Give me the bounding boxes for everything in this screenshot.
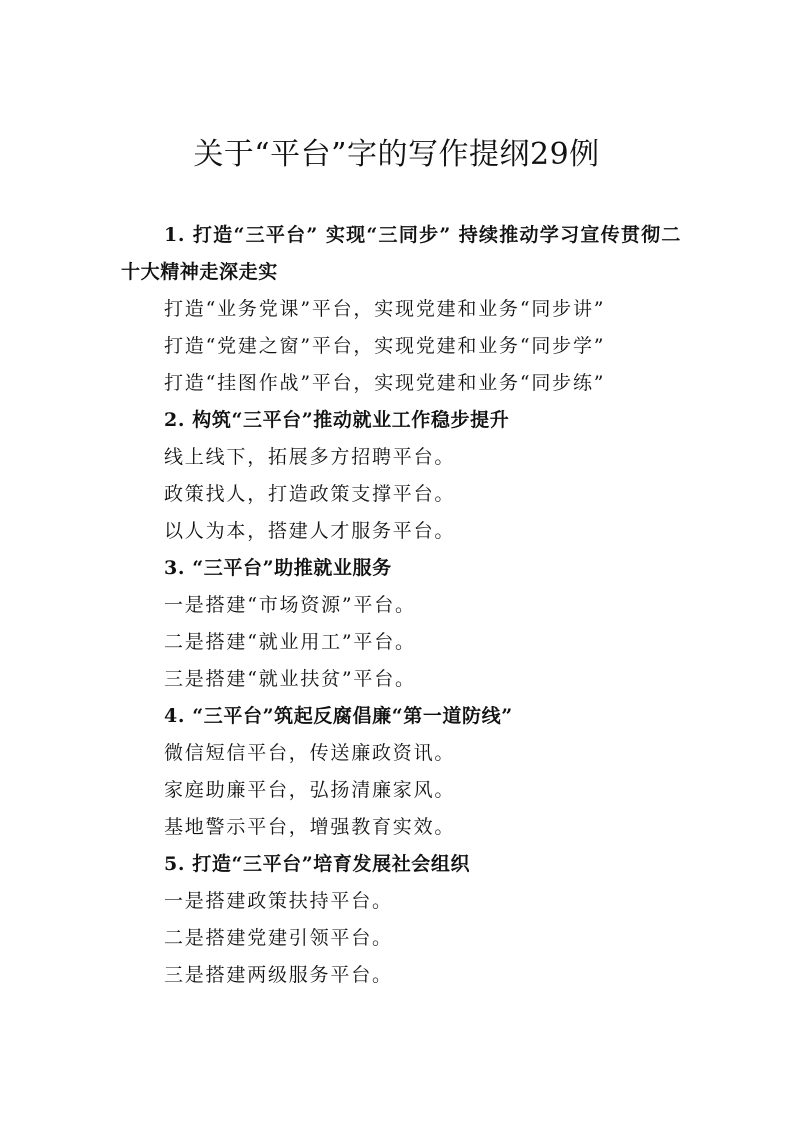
section-heading: 2. 构筑“三平台”推动就业工作稳步提升 (164, 409, 510, 431)
document-title: 关于“平台”字的写作提纲29例 (193, 137, 600, 172)
list-item: 三是搭建两级服务平台。 (164, 964, 393, 986)
list-item: 微信短信平台，传送廉政资讯。 (164, 742, 456, 764)
section-3 (121, 550, 681, 698)
section-heading: 3. “三平台”助推就业服务 (164, 557, 392, 579)
section-5 (121, 846, 681, 994)
list-item: 三是搭建“就业扶贫”平台。 (164, 668, 416, 690)
section-heading: 1. 打造“三平台” 实现“三同步” 持续推动学习宣传贯彻二十大精神走深走实 (121, 224, 681, 283)
section-1 (121, 217, 681, 402)
list-item: 家庭助廉平台，弘扬清廉家风。 (164, 779, 456, 801)
section-2 (121, 402, 681, 550)
list-item: 线上线下，拓展多方招聘平台。 (164, 446, 456, 468)
list-item: 一是搭建政策扶持平台。 (164, 890, 393, 912)
section-heading: 5. 打造“三平台”培育发展社会组织 (164, 853, 471, 875)
list-item: 一是搭建“市场资源”平台。 (164, 594, 416, 616)
list-item: 以人为本，搭建人才服务平台。 (164, 520, 456, 542)
list-item: 二是搭建“就业用工”平台。 (164, 631, 416, 653)
section-heading: 4. “三平台”筑起反腐倡廉“第一道防线” (164, 705, 513, 727)
list-item: 二是搭建党建引领平台。 (164, 927, 393, 949)
document-body (121, 217, 681, 994)
list-item: 打造“挂图作战”平台，实现党建和业务“同步练” (164, 372, 606, 394)
list-item: 基地警示平台，增强教育实效。 (164, 816, 456, 838)
list-item: 打造“党建之窗”平台，实现党建和业务“同步学” (164, 335, 606, 357)
list-item: 打造“业务党课”平台，实现党建和业务“同步讲” (164, 298, 606, 320)
section-4 (121, 698, 681, 846)
list-item: 政策找人，打造政策支撑平台。 (164, 483, 456, 505)
